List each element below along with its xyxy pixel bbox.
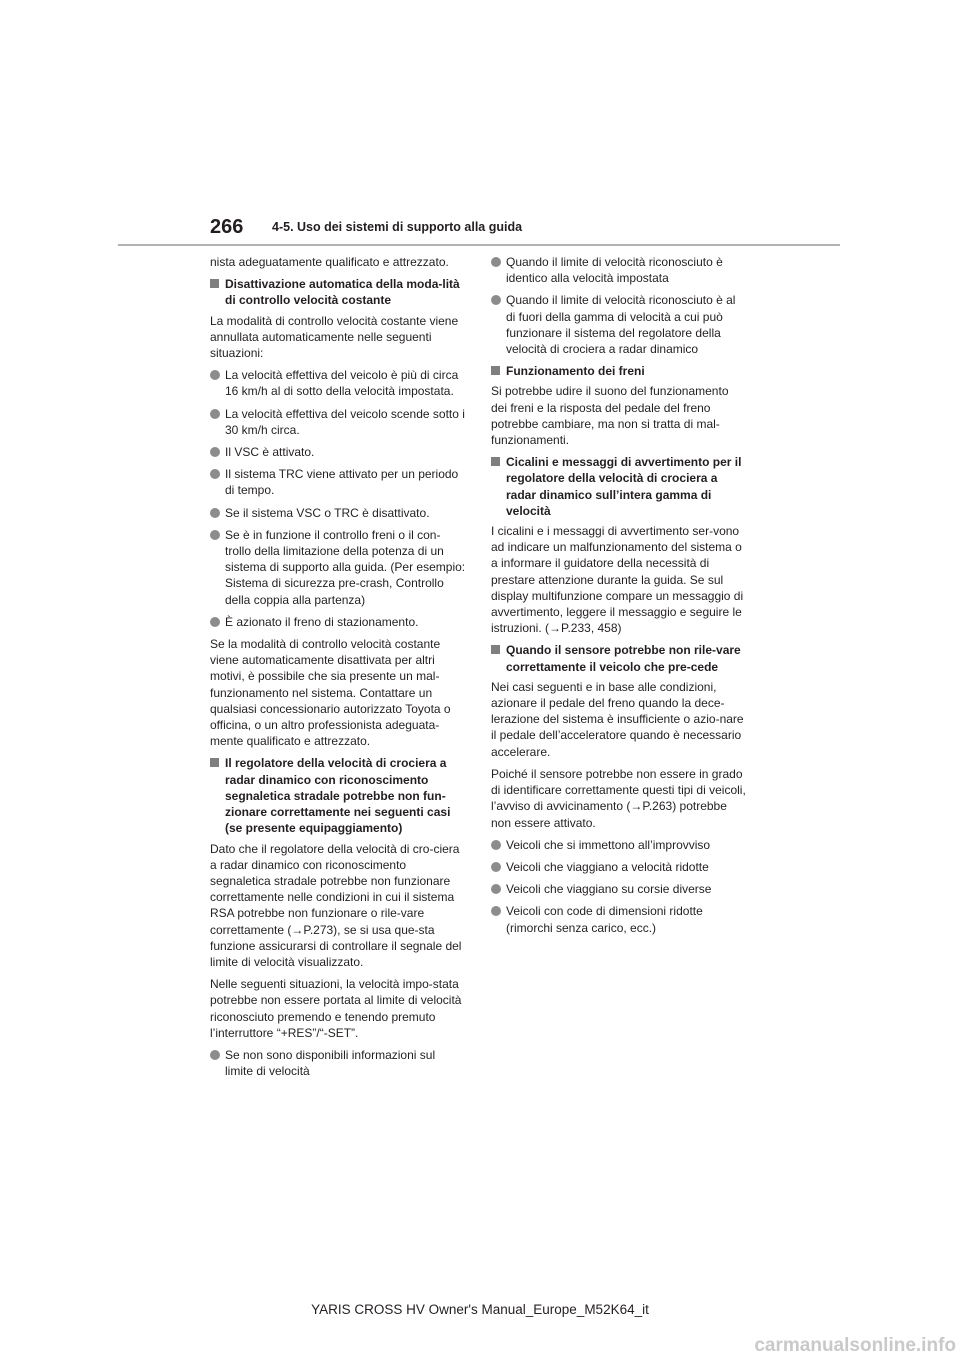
circle-bullet-icon xyxy=(491,295,501,305)
square-bullet-icon xyxy=(210,279,219,288)
square-bullet-icon xyxy=(491,457,500,466)
page-number: 266 xyxy=(210,216,244,238)
circle-bullet-icon xyxy=(210,508,220,518)
square-bullet-icon xyxy=(491,645,500,654)
circle-bullet-icon xyxy=(210,530,220,540)
list-item: Il VSC è attivato. xyxy=(210,444,466,460)
circle-bullet-icon xyxy=(210,409,220,419)
paragraph: Dato che il regolatore della velocità di cro-ciera a radar dinamico con riconoscimento segnaletica stradale potrebbe non funzionare correttamente nelle condizioni in cui il sistema RSA potrebbe non funzionare o rile-vare correttamente (→P.273), se si usa que-sta funzione assicurarsi di controllare il segnale del limite di velocità visualizzato. xyxy=(210,841,462,969)
circle-bullet-icon xyxy=(491,862,501,872)
square-bullet-icon xyxy=(491,366,500,375)
circle-bullet-icon xyxy=(210,370,220,380)
circle-bullet-icon xyxy=(491,257,501,267)
list-item: Veicoli che viaggiano a velocità ridotte xyxy=(491,859,747,875)
watermark-logo xyxy=(720,1331,960,1358)
subheading: Quando il sensore potrebbe non rile-vare correttamente il veicolo che pre-cede xyxy=(491,642,747,674)
left-column xyxy=(210,254,466,1085)
paragraph: I cicalini e i messaggi di avvertimento ser-vono ad indicare un malfunzionamento del sistema o a informare il guidatore della necessità di prestare attenzione durante la guida. Se sul display multifunzione compare un messaggio di avvertimento, leggere il messaggio e seguire le istruzioni. (→P.233, 458) xyxy=(491,524,744,636)
list-item: Se è in funzione il controllo freni o il con-trollo della limitazione della potenza di un sistema di supporto alla guida. (Per esempio: Sistema di sicurezza pre-crash, Controllo della coppia alla partenza) xyxy=(210,527,466,608)
right-column xyxy=(491,254,747,942)
list-item: La velocità effettiva del veicolo è più di circa 16 km/h al di sotto della velocità impostata. xyxy=(210,367,466,399)
page-footer: YARIS CROSS HV Owner's Manual_Europe_M52K64_it xyxy=(311,1302,649,1317)
list-item: Se non sono disponibili informazioni sul limite di velocità xyxy=(210,1047,466,1079)
circle-bullet-icon xyxy=(210,469,220,479)
subheading: Cicalini e messaggi di avvertimento per il regolatore della velocità di crociera a radar dinamico sull’intera gamma di velocità xyxy=(491,454,747,519)
list-item: La velocità effettiva del veicolo scende sotto i 30 km/h circa. xyxy=(210,406,466,438)
paragraph: La modalità di controllo velocità costante viene annullata automaticamente nelle seguenti situazioni: xyxy=(210,313,459,361)
circle-bullet-icon xyxy=(210,617,220,627)
circle-bullet-icon xyxy=(491,884,501,894)
circle-bullet-icon xyxy=(491,840,501,850)
list-item: Veicoli che viaggiano su corsie diverse xyxy=(491,881,747,897)
list-item: Veicoli che si immettono all’improvviso xyxy=(491,837,747,853)
svg-text:carmanualsonline.info: carmanualsonline.info xyxy=(754,1335,956,1356)
subheading: Funzionamento dei freni xyxy=(491,363,747,379)
square-bullet-icon xyxy=(210,758,219,767)
list-item: Il sistema TRC viene attivato per un periodo di tempo. xyxy=(210,466,466,498)
paragraph: Se la modalità di controllo velocità costante viene automaticamente disattivata per altri motivi, è possibile che sia presente un mal-funzionamento nel sistema. Contattare un qualsiasi concessionario autorizzato Toyota o officina, o un altro professionista adeguata-mente qualificato e attrezzato. xyxy=(210,637,451,749)
subheading: Il regolatore della velocità di crociera a radar dinamico con riconoscimento segnaletica stradale potrebbe non fun-zionare correttamente nei seguenti casi (se presente equipaggiamento) xyxy=(210,755,466,836)
list-item: Veicoli con code di dimensioni ridotte (rimorchi senza carico, ecc.) xyxy=(491,903,747,935)
paragraph: nista adeguatamente qualificato e attrezzato. xyxy=(210,255,449,269)
list-item: Quando il limite di velocità riconosciuto è identico alla velocità impostata xyxy=(491,254,747,286)
header-divider xyxy=(118,244,840,246)
circle-bullet-icon xyxy=(210,447,220,457)
section-title: 4-5. Uso dei sistemi di supporto alla guida xyxy=(272,220,523,234)
circle-bullet-icon xyxy=(210,1050,220,1060)
paragraph: Si potrebbe udire il suono del funzionamento dei freni e la risposta del pedale del freno potrebbe cambiare, ma non si tratta di mal-funzionamenti. xyxy=(491,384,729,448)
circle-bullet-icon xyxy=(491,906,501,916)
paragraph: Nei casi seguenti e in base alle condizioni, azionare il pedale del freno quando la dece-lerazione del sistema è insufficiente o azio-nare il pedale dell’acceleratore quando è necessario accelerare. xyxy=(491,679,744,759)
list-item: Quando il limite di velocità riconosciuto è al di fuori della gamma di velocità a cui può funzionare il sistema del regolatore della velocità di crociera a radar dinamico xyxy=(491,292,747,357)
paragraph: Nelle seguenti situazioni, la velocità impo-stata potrebbe non essere portata al limite di velocità riconosciuto premendo e tenendo premuto l’interruttore “+RES”/“-SET”. xyxy=(210,977,462,1040)
list-item: È azionato il freno di stazionamento. xyxy=(210,614,466,630)
paragraph: Poiché il sensore potrebbe non essere in grado di identificare correttamente questi tipi di veicoli, l’avviso di avvicinamento (→P.263) potrebbe non essere attivato. xyxy=(491,766,746,830)
list-item: Se il sistema VSC o TRC è disattivato. xyxy=(210,505,466,521)
subheading: Disattivazione automatica della moda-lità di controllo velocità costante xyxy=(210,276,466,308)
